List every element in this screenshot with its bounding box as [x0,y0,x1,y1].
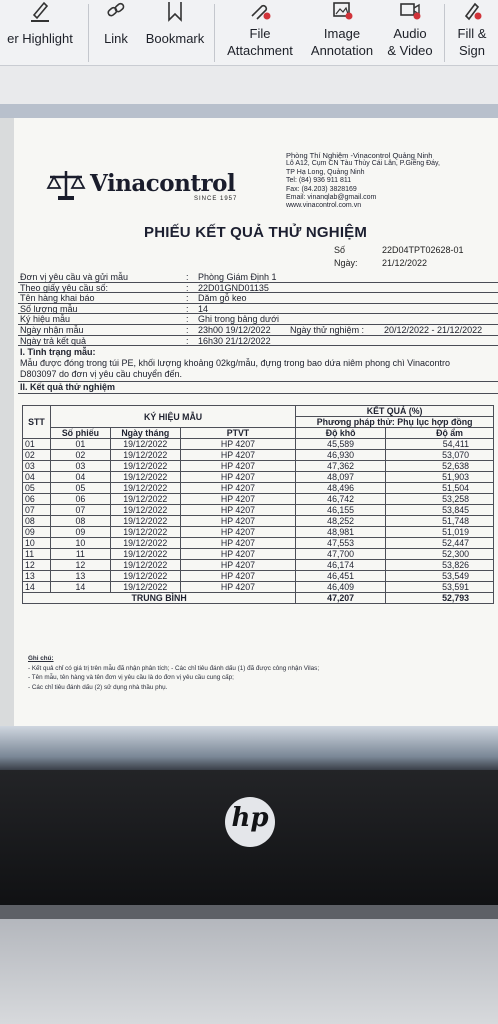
header-moisture: Độ ẩm [386,428,494,439]
info-colon: : [186,335,189,346]
cell-date: 19/12/2022 [110,538,180,549]
cell-ptvt: HP 4207 [180,582,296,593]
table-row [23,505,494,516]
cell-date: 19/12/2022 [110,472,180,483]
highlight-pen-icon [28,0,52,22]
cell-sheet-no: 08 [50,516,110,527]
info-label: Ngày nhận mẫu [20,324,84,335]
image-annotation-icon [329,0,355,22]
cell-ptvt: HP 4207 [180,483,296,494]
info-value: Phòng Giám Định 1 [198,272,277,282]
link-icon [105,0,127,22]
audio-video-tool-button[interactable] [382,0,438,66]
cell-stt: 08 [23,516,51,527]
lab-address [286,152,498,211]
cell-dryness: 46,409 [296,582,386,593]
cell-moisture: 51,748 [386,516,494,527]
hp-logo-text: hp [231,803,269,833]
info-row [18,283,498,294]
info-label: Tên hàng khai báo [20,293,95,304]
cell-sheet-no: 06 [50,494,110,505]
cell-ptvt: HP 4207 [180,527,296,538]
company-logo [46,168,256,202]
lab-line: Tel: (84) 936 911 811 [286,177,352,185]
info-colon: : [186,293,189,304]
header-dryness: Độ khô [296,428,386,439]
cell-stt: 05 [23,483,51,494]
cell-moisture: 51,903 [386,472,494,483]
cell-stt: 11 [23,549,51,560]
cell-sheet-no: 09 [50,527,110,538]
notes [28,654,319,692]
cell-date: 19/12/2022 [110,483,180,494]
cell-moisture: 52,447 [386,538,494,549]
report-date-label: Ngày: [334,258,358,268]
table-row [23,461,494,472]
header-ptvt: PTVT [180,428,296,439]
info-value: Dăm gỗ keo [198,293,247,304]
table-row [23,571,494,582]
cell-dryness: 47,362 [296,461,386,472]
cell-moisture: 52,638 [386,461,494,472]
scale-logo-icon [46,168,86,202]
note-line: - Tên mẫu, tên hàng và tên đơn vị yêu cầu là do đơn vị yêu cầu cung cấp; [28,674,234,681]
cell-sheet-no: 07 [50,505,110,516]
info-value: 22D01GND01135 [198,282,269,293]
info-row [18,272,498,283]
cell-moisture: 51,019 [386,527,494,538]
info-colon: : [186,303,189,314]
test-date-label: Ngày thử nghiệm : [290,324,365,335]
cell-sheet-no: 05 [50,483,110,494]
condition-text: Mẫu được đóng trong túi PE, khối lượng khoảng 02kg/mẫu, đựng trong bao dứa niêm phong chì Vinacontro [20,358,451,369]
cell-sheet-no: 02 [50,450,110,461]
cell-dryness: 46,451 [296,571,386,582]
cell-sheet-no: 13 [50,571,110,582]
lab-line: Lô A12, Cụm CN Tàu Thủy Cái Lân, P.Giếng Đáy, [286,160,440,168]
lab-line: Phòng Thí Nghiệm -Vinacontrol Quảng Ninh [286,151,433,160]
info-label: Đơn vị yêu cầu và gửi mẫu [20,272,128,282]
table-row [23,439,494,450]
cell-ptvt: HP 4207 [180,505,296,516]
image-annotation-tool-button[interactable] [304,0,380,66]
average-dryness: 47,207 [296,593,386,604]
cell-stt: 12 [23,560,51,571]
bookmark-icon [165,0,185,22]
cell-sheet-no: 03 [50,461,110,472]
cell-stt: 03 [23,461,51,472]
header-date: Ngày tháng [110,428,180,439]
lab-line: Email: vinanqlab@gmail.com [286,194,377,202]
table-row [23,538,494,549]
cell-date: 19/12/2022 [110,505,180,516]
cell-moisture: 53,549 [386,571,494,582]
report-number-label: Số [334,245,346,255]
info-colon: : [186,324,189,335]
cell-ptvt: HP 4207 [180,538,296,549]
file-attachment-icon [247,0,273,22]
test-date-value: 20/12/2022 - 21/12/2022 [384,324,483,335]
info-colon: : [186,314,189,325]
table-row [23,560,494,571]
cell-ptvt: HP 4207 [180,450,296,461]
cell-sheet-no: 04 [50,472,110,483]
cell-sheet-no: 10 [50,538,110,549]
cell-dryness: 46,930 [296,450,386,461]
info-label: Ký hiệu mẫu [20,314,71,325]
info-row [18,336,498,347]
cell-date: 19/12/2022 [110,516,180,527]
cell-date: 19/12/2022 [110,450,180,461]
cell-dryness: 48,252 [296,516,386,527]
header-stt: STT [23,406,51,439]
audio-video-icon [397,0,423,22]
info-label: Theo giấy yêu cầu số: [20,282,109,293]
cell-stt: 13 [23,571,51,582]
cell-date: 19/12/2022 [110,582,180,593]
toolbar-divider [88,4,89,62]
cell-date: 19/12/2022 [110,560,180,571]
header-sheet-no: Số phiếu [50,428,110,439]
report-number: 22D04TPT02628-01 [382,245,464,255]
cell-ptvt: HP 4207 [180,494,296,505]
cell-ptvt: HP 4207 [180,472,296,483]
info-label: Ngày trả kết quả [20,335,87,346]
toolbar-divider [444,4,445,62]
lab-line: www.vinacontrol.com.vn [286,202,362,210]
table-row [23,549,494,560]
info-row [18,293,498,304]
laptop-base [0,919,498,1024]
file-attachment-tool-button[interactable] [222,0,298,66]
notes-title: Ghi chú: [28,655,54,662]
cell-dryness: 48,981 [296,527,386,538]
cell-stt: 06 [23,494,51,505]
info-colon: : [186,282,189,293]
viewer-separator [0,104,498,118]
cell-moisture: 53,258 [386,494,494,505]
cell-dryness: 47,553 [296,538,386,549]
bookmark-tool-button[interactable] [142,0,208,66]
document-title: PHIẾU KẾT QUẢ THỬ NGHIỆM [144,224,368,241]
cell-stt: 04 [23,472,51,483]
info-value: 14 [198,303,209,314]
cell-date: 19/12/2022 [110,571,180,582]
table-row [23,516,494,527]
header-method: Phương pháp thử: Phụ lục hợp đồng [296,417,494,428]
info-value: 16h30 21/12/2022 [198,335,271,346]
cell-dryness: 46,174 [296,560,386,571]
cell-sheet-no: 11 [50,549,110,560]
cell-ptvt: HP 4207 [180,516,296,527]
document-page [14,118,498,726]
condition-text: D803097 do đơn vị yêu cầu chuyển đến. [20,369,183,380]
bookmark-label: Bookmark [145,31,205,46]
info-colon: : [186,272,189,282]
cell-dryness: 45,589 [296,439,386,450]
laptop-hinge [0,905,498,919]
fill-sign-tool-button[interactable] [450,0,494,66]
table-row [23,483,494,494]
table-row [23,582,494,593]
fill-sign-label: Fill & Sign [457,26,487,58]
sample-condition [18,346,498,382]
note-line: - Các chỉ tiêu đánh dấu (2) sử dụng nhà thầu phụ. [28,683,168,691]
report-date: 21/12/2022 [382,258,428,268]
cell-moisture: 52,300 [386,549,494,560]
file-attachment-label: File Attachment [227,26,293,58]
cell-ptvt: HP 4207 [180,560,296,571]
image-annotation-label: Image Annotation [310,26,374,58]
toolbar [0,0,498,66]
cell-stt: 07 [23,505,51,516]
cell-date: 19/12/2022 [110,439,180,450]
info-row [18,325,498,336]
lab-line: TP Hạ Long, Quảng Ninh [286,168,365,176]
cell-dryness: 46,155 [296,505,386,516]
results-table [22,405,494,604]
sample-info [18,272,498,394]
cell-date: 19/12/2022 [110,461,180,472]
highlight-tool-button[interactable] [0,0,80,66]
cell-ptvt: HP 4207 [180,439,296,450]
cell-date: 19/12/2022 [110,549,180,560]
cell-dryness: 46,742 [296,494,386,505]
table-row [23,450,494,461]
cell-stt: 09 [23,527,51,538]
screen-edge [0,726,498,770]
note-line: - Kết quả chỉ có giá trị trên mẫu đã nhận phân tích; - Các chỉ tiêu đánh dấu (1) đã được công nhận Vilas; [28,664,320,672]
header-sample-code: KÝ HIỆU MẪU [50,406,295,428]
company-name: Vinacontrol [90,170,236,197]
cell-ptvt: HP 4207 [180,571,296,582]
link-tool-button[interactable] [98,0,134,66]
toolbar-divider [214,4,215,62]
section-title: II. Kết quả thử nghiệm [18,382,498,394]
cell-stt: 01 [23,439,51,450]
table-row [23,527,494,538]
lab-line: Fax: (84.203) 3828169 [286,185,357,193]
cell-stt: 14 [23,582,51,593]
cell-dryness: 48,097 [296,472,386,483]
cell-sheet-no: 01 [50,439,110,450]
table-row [23,472,494,483]
section-title: I. Tình trạng mẫu: [20,347,96,358]
cell-stt: 02 [23,450,51,461]
cell-stt: 10 [23,538,51,549]
info-row [18,314,498,325]
highlight-label: er Highlight [7,31,73,46]
info-label: Số lượng mẫu [20,303,78,314]
link-label: Link [104,31,128,46]
cell-sheet-no: 12 [50,560,110,571]
cell-ptvt: HP 4207 [180,549,296,560]
info-value: 23h00 19/12/2022 [198,324,271,335]
cell-moisture: 53,070 [386,450,494,461]
company-since: SINCE 1957 [194,196,238,202]
cell-sheet-no: 14 [50,582,110,593]
cell-date: 19/12/2022 [110,527,180,538]
average-label: TRUNG BÌNH [23,593,296,604]
cell-dryness: 48,496 [296,483,386,494]
info-row [18,304,498,315]
cell-moisture: 53,591 [386,582,494,593]
cell-moisture: 51,504 [386,483,494,494]
cell-dryness: 47,700 [296,549,386,560]
cell-date: 19/12/2022 [110,494,180,505]
info-value: Ghi trong bảng dưới [198,314,279,325]
cell-moisture: 53,826 [386,560,494,571]
cell-moisture: 53,845 [386,505,494,516]
average-moisture: 52,793 [386,593,494,604]
table-row [23,494,494,505]
audio-video-label: Audio & Video [387,26,433,58]
cell-moisture: 54,411 [386,439,494,450]
cell-ptvt: HP 4207 [180,461,296,472]
fill-sign-icon [460,0,484,22]
header-result: KẾT QUẢ (%) [296,406,494,417]
